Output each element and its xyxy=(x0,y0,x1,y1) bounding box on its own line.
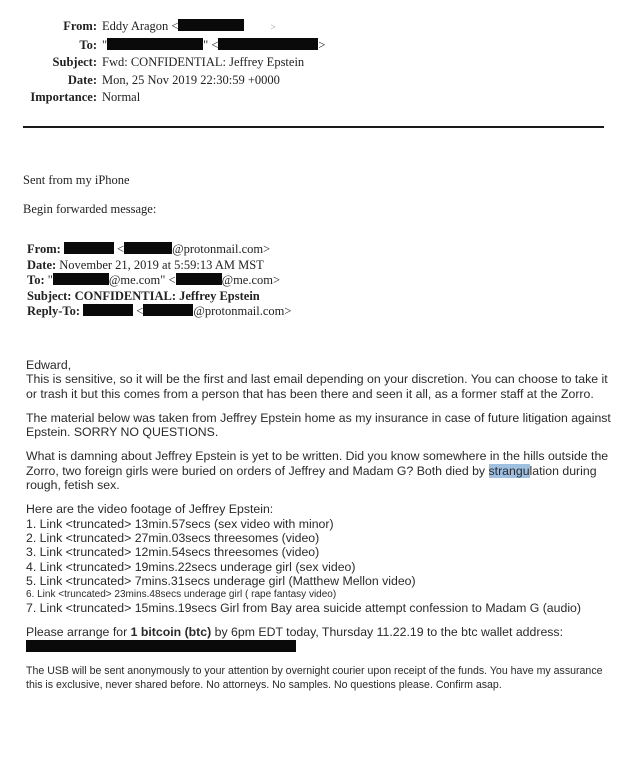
fwd-from-row xyxy=(27,242,291,258)
header-divider xyxy=(23,126,604,128)
list-item: 1. Link <truncated> 13min.57secs (sex video with minor) xyxy=(26,516,334,531)
redacted-block xyxy=(64,242,114,254)
to-tail: > xyxy=(318,37,326,52)
list-item: 4. Link <truncated> 19mins.22secs underage girl (sex video) xyxy=(26,559,356,574)
to-label: To: xyxy=(79,37,97,52)
fwd-subject-value: CONFIDENTIAL: Jeffrey Epstein xyxy=(74,288,260,303)
from-label: From: xyxy=(63,19,97,33)
fwd-date-row xyxy=(27,258,291,274)
to-quote: " xyxy=(102,37,108,52)
begin-forwarded-line: Begin forwarded message: xyxy=(23,202,157,216)
fwd-replyto-row xyxy=(27,304,291,320)
fwd-to-domain1: @me.com" < xyxy=(108,273,176,287)
header-importance-row xyxy=(0,89,325,107)
fwd-to-row xyxy=(27,273,291,289)
paragraph-3-tail: lation during rough, fetish sex. xyxy=(26,463,597,493)
video-list xyxy=(26,502,616,615)
forwarded-header xyxy=(27,242,291,320)
list-intro: Here are the video footage of Jeffrey Epstein: xyxy=(26,502,274,517)
list-item: 3. Link <truncated> 12min.54secs threesomes (video) xyxy=(26,545,320,560)
fwd-date-label: Date: xyxy=(27,257,57,272)
header-from-row xyxy=(0,18,325,37)
header-to-row xyxy=(0,37,325,55)
from-value xyxy=(102,18,276,37)
fwd-to-label: To: xyxy=(27,273,45,287)
date-label: Date: xyxy=(67,72,97,87)
redacted-block xyxy=(178,19,244,31)
paragraph-3-text: What is damning about Jeffrey Epstein is yet to be written. Did you know somewhere in the hills outside the Zorro, two foreign girls were buried on orders of Jeffrey and Madam G? Both died by xyxy=(26,449,609,478)
paragraph-3 xyxy=(26,449,616,492)
payment-text-tail: by 6pm EDT today, Thursday 11.22.19 to the btc wallet address: xyxy=(211,625,563,640)
fwd-to-domain2: @me.com> xyxy=(221,273,281,287)
fwd-subject-label: Subject: xyxy=(27,288,72,303)
subject-value: Fwd: CONFIDENTIAL: Jeffrey Epstein xyxy=(102,55,305,69)
redacted-block xyxy=(53,273,109,285)
to-value xyxy=(102,37,325,55)
list-item: 6. Link <truncated> 23mins.48secs underage girl ( rape fantasy video) xyxy=(26,589,337,601)
fwd-from-domain: @protonmail.com> xyxy=(172,242,271,256)
fwd-date-value: November 21, 2019 at 5:59:13 AM MST xyxy=(59,257,264,272)
highlighted-selection[interactable]: strangu xyxy=(488,463,530,478)
list-item: 5. Link <truncated> 7mins.31secs underage girl (Matthew Mellon video) xyxy=(26,573,416,588)
from-tail: > xyxy=(270,22,276,32)
payment-text: Please arrange for xyxy=(26,625,131,640)
redacted-block xyxy=(124,242,172,254)
redacted-wallet xyxy=(26,640,296,652)
message-body xyxy=(26,358,616,692)
redacted-block xyxy=(83,304,133,316)
importance-label: Importance: xyxy=(30,90,97,104)
fwd-replyto-label: Reply-To: xyxy=(27,304,81,318)
greeting: Edward, xyxy=(26,358,72,372)
list-item: 2. Link <truncated> 27min.03secs threesomes (video) xyxy=(26,530,320,545)
header-date-row xyxy=(0,72,325,90)
from-name: Eddy Aragon < xyxy=(102,19,179,33)
footer-note: The USB will be sent anonymously to your attention by overnight courier upon receipt of the funds. You have my assurance this is exclusive, never shared before. No attorneys. No samples. No questions please. Confirm asap. xyxy=(26,665,603,692)
fwd-subject-row xyxy=(27,289,291,305)
payment-amount: 1 bitcoin (btc) xyxy=(130,625,212,640)
fwd-replyto-domain: @protonmail.com> xyxy=(193,304,292,318)
redacted-block xyxy=(143,304,193,316)
subject-label: Subject: xyxy=(52,55,97,69)
paragraph-1: This is sensitive, so it will be the first and last email depending on your discretion. You can choose to take it or trash it but this comes from a person that has been there and seen it all, as a former staff at the Zorro. xyxy=(26,372,608,401)
redacted-block xyxy=(218,38,318,50)
fwd-from-label: From: xyxy=(27,242,61,256)
paragraph-2: The material below was taken from Jeffrey Epstein home as my insurance in case of future litigation against Epstein. SORRY NO QUESTIONS. xyxy=(26,410,611,440)
fwd-to-quote: " xyxy=(47,273,53,287)
sent-from-line: Sent from my iPhone xyxy=(23,173,130,187)
header-subject-row xyxy=(0,54,325,72)
email-header xyxy=(0,18,325,107)
fwd-from-mid: < xyxy=(117,242,125,256)
date-value: Mon, 25 Nov 2019 22:30:59 +0000 xyxy=(102,72,280,87)
list-item: 7. Link <truncated> 15mins.19secs Girl from Bay area suicide attempt confession to Madam G (audio) xyxy=(26,601,581,616)
redacted-block xyxy=(107,38,203,50)
importance-value: Normal xyxy=(102,90,141,104)
payment-paragraph xyxy=(26,625,616,654)
to-mid: " < xyxy=(203,37,219,52)
redacted-block xyxy=(176,273,222,285)
fwd-replyto-mid: < xyxy=(136,304,144,318)
